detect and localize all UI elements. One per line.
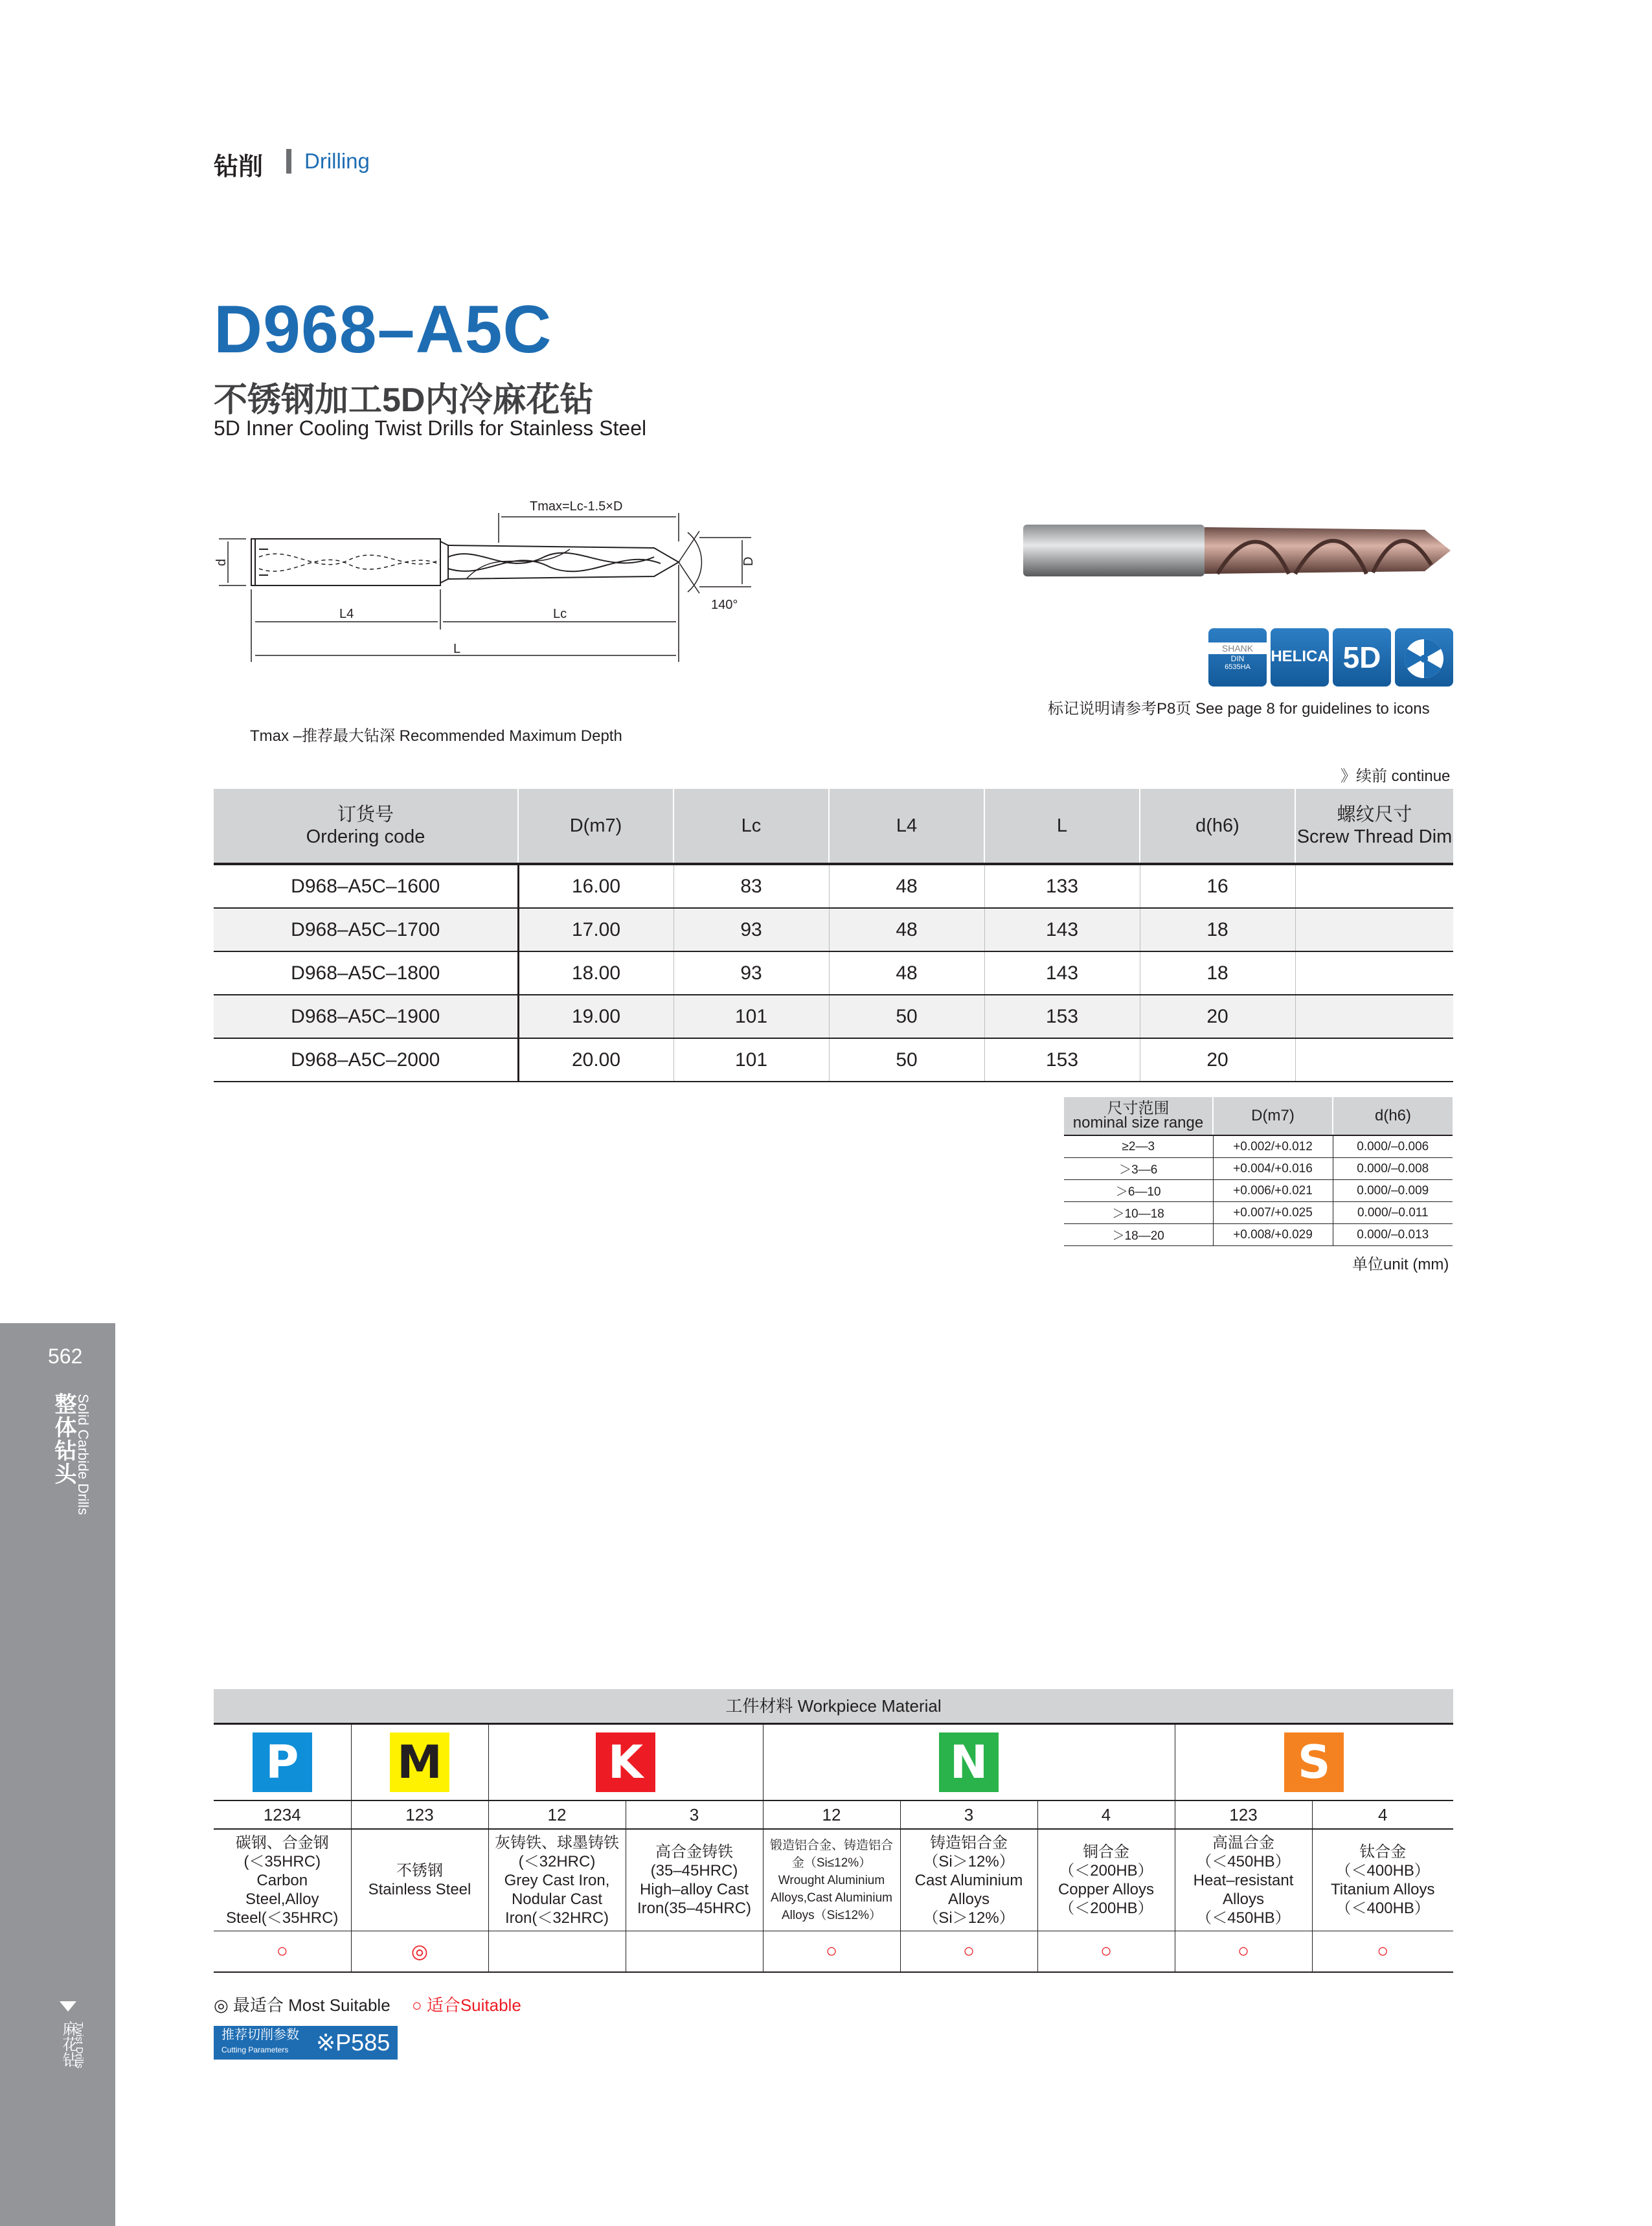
letter-m-badge: M (390, 1732, 449, 1792)
material-description-row (214, 1829, 1453, 1931)
dimension-table-header (214, 789, 1453, 864)
cell-l4: 48 (829, 864, 984, 908)
group-p (214, 1725, 351, 1800)
ordering-code: D968–A5C–2000 (214, 1038, 518, 1082)
cutting-parameters-page: ※P585 (316, 2029, 390, 2056)
material-desc: 铜合金 （＜200HB） Copper Alloys （＜200HB） (1037, 1829, 1175, 1931)
table-row (1064, 1135, 1453, 1158)
subgroup-code: 1234 (214, 1800, 351, 1829)
letter-k-badge: K (596, 1732, 655, 1792)
subgroup-code: 12 (763, 1800, 900, 1829)
tol-d-m7: +0.002/+0.012 (1213, 1135, 1333, 1158)
suitability-legend (214, 1992, 521, 2016)
workpiece-material-title: 工件材料 Workpiece Material (214, 1689, 1453, 1725)
col-l: L (984, 789, 1140, 864)
cell-l: 133 (984, 864, 1140, 908)
subgroup-code: 123 (351, 1800, 488, 1829)
size-range: ＞6—10 (1064, 1180, 1213, 1202)
cell-lc: 93 (673, 908, 829, 951)
shank-icon-din: DIN (1230, 654, 1245, 663)
5d-icon-label: 5D (1342, 641, 1381, 674)
cell-l4: 48 (829, 951, 984, 995)
table-row (214, 951, 1453, 995)
l-label: L (453, 642, 461, 656)
col-l4: L4 (829, 789, 984, 864)
size-range: ≥2—3 (1064, 1135, 1213, 1158)
icon-guideline-note: 标记说明请参考P8页 See page 8 for guidelines to icons (1048, 700, 1430, 718)
tol-d-h6: 0.000/–0.011 (1333, 1202, 1453, 1224)
col-size-range: 尺寸范围 nominal size range (1064, 1097, 1213, 1135)
tol-d-h6: 0.000/–0.008 (1333, 1158, 1453, 1180)
suitability-mark: ○ (763, 1931, 900, 1973)
cutting-parameters-link[interactable] (214, 2026, 398, 2060)
group-s (1175, 1725, 1453, 1800)
col-lc: Lc (673, 789, 829, 864)
subgroup-code: 3 (626, 1800, 763, 1829)
ordering-code: D968–A5C–1700 (214, 908, 518, 951)
col-d-h6: d(h6) (1140, 789, 1295, 864)
material-desc: 灰铸铁、球墨铸铁 (＜32HRC) Grey Cast Iron, Nodular Cast Iron(＜32HRC) (488, 1829, 626, 1931)
ordering-code: D968–A5C–1900 (214, 995, 518, 1038)
ordering-code: D968–A5C–1800 (214, 951, 518, 995)
group-m (351, 1725, 488, 1800)
dimension-table (214, 789, 1453, 1082)
suitability-mark (626, 1931, 763, 1973)
cell-d-h6: 20 (1140, 1038, 1295, 1082)
cell-d-h6: 16 (1140, 864, 1295, 908)
product-subtitle-en: 5D Inner Cooling Twist Drills for Stainless Steel (214, 416, 647, 440)
side-category-en: Solid Carbide Drills (75, 1394, 91, 1516)
material-desc: 锻造铝合金、铸造铝合 金（Si≤12%） Wrought Aluminium Alloys,Cast Aluminium Alloys（Si≤12%） (763, 1829, 900, 1931)
D-label: D (741, 556, 756, 566)
side-category-cn: 整体钻头 (51, 1392, 76, 1486)
group-n (763, 1725, 1175, 1800)
suitability-mark: ○ (1312, 1931, 1453, 1973)
cell-d-m7: 20.00 (518, 1038, 673, 1082)
legend-most-suitable: ◎ 最适合 Most Suitable (214, 1995, 390, 2015)
tol-d-m7: +0.007/+0.025 (1213, 1202, 1333, 1224)
table-row (1064, 1202, 1453, 1224)
suitability-mark: ○ (1037, 1931, 1175, 1973)
lc-label: Lc (553, 607, 567, 621)
tol-d-h6: 0.000/–0.006 (1333, 1135, 1453, 1158)
point-angle-label: 140° (711, 598, 738, 612)
helica-icon (1271, 628, 1329, 687)
col-screw-thread: 螺纹尺寸 Screw Thread Dim (1295, 789, 1453, 864)
cell-d-h6: 20 (1140, 995, 1295, 1038)
cell-l4: 50 (829, 1038, 984, 1082)
side-subcategory-cn: 麻花钻 (60, 2021, 77, 2067)
suitability-mark: ○ (1175, 1931, 1312, 1973)
cell-screw-thread (1295, 995, 1453, 1038)
suitability-row (214, 1931, 1453, 1973)
cell-lc: 83 (673, 864, 829, 908)
subgroup-code: 123 (1175, 1800, 1312, 1829)
cell-d-h6: 18 (1140, 951, 1295, 995)
tol-d-h6: 0.000/–0.013 (1333, 1224, 1453, 1246)
col-tol-d-h6: d(h6) (1333, 1097, 1453, 1135)
5d-icon (1333, 628, 1391, 687)
table-row (214, 864, 1453, 908)
subgroup-code: 12 (488, 1800, 626, 1829)
tol-d-m7: +0.004/+0.016 (1213, 1158, 1333, 1180)
subgroup-code: 4 (1037, 1800, 1175, 1829)
section-title-en: Drilling (304, 149, 370, 173)
table-row (1064, 1224, 1453, 1246)
material-desc: 钛合金 （＜400HB） Titanium Alloys （＜400HB） (1312, 1829, 1453, 1931)
cell-lc: 93 (673, 951, 829, 995)
group-k (488, 1725, 763, 1800)
size-range: ＞18—20 (1064, 1224, 1213, 1246)
table-row (214, 908, 1453, 951)
suitability-mark: ◎ (351, 1931, 488, 1973)
cell-screw-thread (1295, 1038, 1453, 1082)
cell-screw-thread (1295, 908, 1453, 951)
cell-lc: 101 (673, 995, 829, 1038)
suitability-mark: ○ (900, 1931, 1037, 1973)
cell-l: 153 (984, 995, 1140, 1038)
cell-d-h6: 18 (1140, 908, 1295, 951)
cutting-parameters-cn: 推荐切削参数 (221, 2028, 299, 2042)
drill-drawing (207, 492, 777, 674)
cell-d-m7: 17.00 (518, 908, 673, 951)
material-desc: 高温合金 （＜450HB） Heat–resistant Alloys （＜450HB） (1175, 1829, 1312, 1931)
col-d-m7: D(m7) (518, 789, 673, 864)
shank-icon-label: SHANK (1208, 642, 1267, 654)
tol-d-m7: +0.008/+0.029 (1213, 1224, 1333, 1246)
cell-d-m7: 18.00 (518, 951, 673, 995)
workpiece-material-table (214, 1725, 1453, 1973)
cell-lc: 101 (673, 1038, 829, 1082)
subgroup-code: 3 (900, 1800, 1037, 1829)
tol-d-m7: +0.006/+0.021 (1213, 1180, 1333, 1202)
legend-suitable: ○ 适合Suitable (411, 1995, 521, 2015)
product-subtitle-cn: 不锈钢加工5D内冷麻花钻 (214, 381, 594, 419)
letter-s-badge: S (1284, 1732, 1344, 1792)
shank-icon-code: 6535HA (1225, 663, 1250, 671)
coolant-icon (1395, 628, 1453, 687)
continue-label: 》续前 continue (1341, 767, 1451, 785)
side-arrow-icon (60, 2001, 76, 2012)
cutting-parameters-en: Cutting Parameters (221, 2045, 289, 2054)
cell-d-m7: 19.00 (518, 995, 673, 1038)
d-label: d (214, 558, 229, 566)
letter-p-badge: P (253, 1732, 312, 1792)
cell-screw-thread (1295, 951, 1453, 995)
size-range: ＞3—6 (1064, 1158, 1213, 1180)
cell-screw-thread (1295, 864, 1453, 908)
subgroup-code: 4 (1312, 1800, 1453, 1829)
table-row (1064, 1180, 1453, 1202)
material-subgroup-row (214, 1800, 1453, 1829)
table-row (1064, 1158, 1453, 1180)
cell-l: 153 (984, 1038, 1140, 1082)
material-desc: 不锈钢 Stainless Steel (351, 1829, 488, 1931)
cell-l: 143 (984, 951, 1140, 995)
col-ordering-code: 订货号 Ordering code (214, 789, 518, 864)
suitability-mark (488, 1931, 626, 1973)
drill-photo (1023, 518, 1457, 583)
table-row (214, 1038, 1453, 1082)
cell-d-m7: 16.00 (518, 864, 673, 908)
unit-label: 单位unit (mm) (1352, 1256, 1449, 1273)
col-tol-d-m7: D(m7) (1213, 1097, 1333, 1135)
material-desc: 铸造铝合金 （Si＞12%） Cast Aluminium Alloys （Si＞12%） (900, 1829, 1037, 1931)
tol-d-h6: 0.000/–0.009 (1333, 1180, 1453, 1202)
tmax-label: Tmax=Lc-1.5×D (530, 499, 623, 514)
cell-l: 143 (984, 908, 1140, 951)
ordering-code: D968–A5C–1600 (214, 864, 518, 908)
l4-label: L4 (339, 607, 354, 621)
material-group-row (214, 1725, 1453, 1800)
suitability-mark: ○ (214, 1931, 351, 1973)
size-range: ＞10—18 (1064, 1202, 1213, 1224)
tolerance-table (1064, 1097, 1453, 1246)
material-desc: 碳钢、合金钢 (＜35HRC) Carbon Steel,Alloy Steel(＜35HRC) (214, 1829, 351, 1931)
cell-l4: 48 (829, 908, 984, 951)
side-subcategory-en: Twist Drills (74, 2022, 85, 2069)
table-row (214, 995, 1453, 1038)
coolant-icon-graphic (1395, 628, 1453, 687)
section-title-cn: 钻削 (214, 153, 264, 181)
cell-l4: 50 (829, 995, 984, 1038)
tolerance-table-header (1064, 1097, 1453, 1135)
shank-icon (1208, 628, 1267, 687)
letter-n-badge: N (939, 1732, 999, 1792)
helica-icon-label: HELICA (1271, 648, 1329, 665)
section-divider (286, 149, 291, 174)
page-number: 562 (48, 1345, 83, 1368)
material-desc: 高合金铸铁 (35–45HRC) High–alloy Cast Iron(35–45HRC) (626, 1829, 763, 1931)
tmax-note: Tmax –推荐最大钻深 Recommended Maximum Depth (250, 727, 622, 745)
product-code-title: D968–A5C (214, 292, 552, 367)
